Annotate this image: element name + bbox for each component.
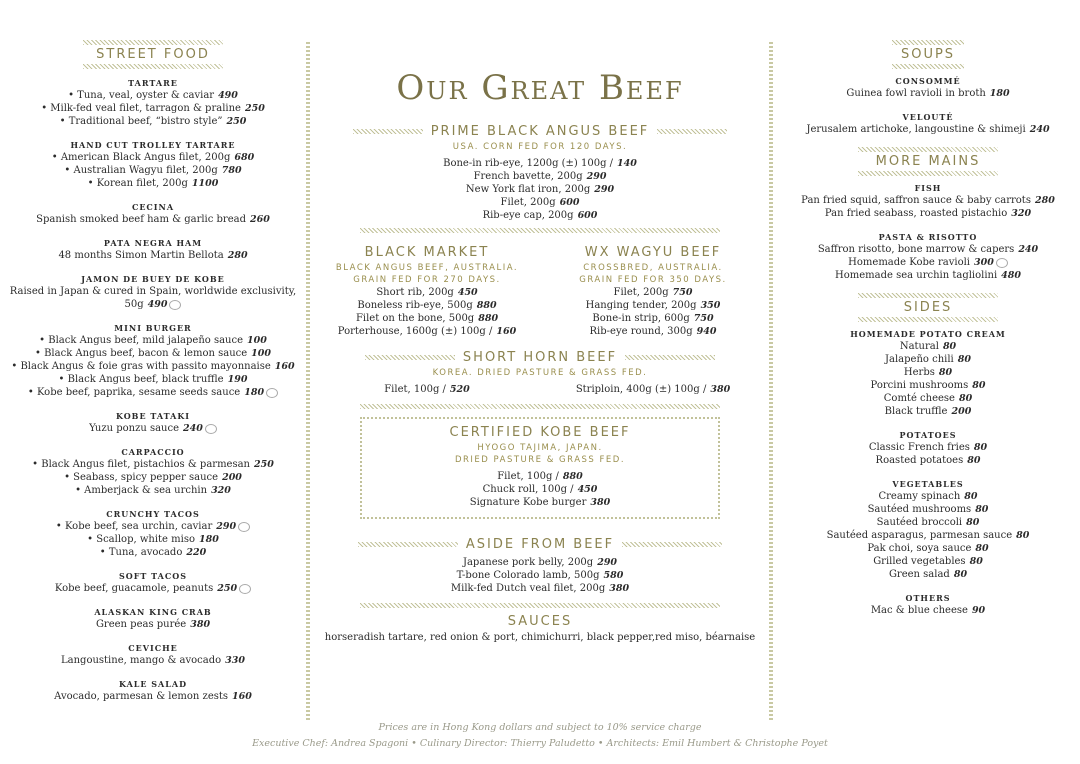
item-price: 290	[586, 171, 607, 182]
item-price: 600	[559, 197, 580, 208]
menu-section	[776, 429, 1080, 467]
menu-item	[0, 164, 306, 177]
menu-item	[0, 115, 306, 128]
section-title: CARPACCIO	[121, 447, 185, 457]
menu-item	[0, 373, 306, 386]
item-price: 280	[1034, 195, 1055, 206]
item-price: 80	[1016, 530, 1030, 541]
item-name: Homemade sea urchin tagliolini	[834, 270, 998, 281]
item-name: Natural	[899, 341, 939, 352]
item-name: Saffron risotto, bone marrow & capers	[817, 244, 1015, 255]
section-title: KALE SALAD	[118, 679, 188, 689]
item-price: 350	[700, 300, 721, 311]
menu-item	[776, 490, 1080, 503]
item-name: Kobe beef, sea urchin, caviar	[64, 521, 213, 532]
menu-item	[0, 422, 306, 435]
item-name: Milk-fed Dutch veal filet, 200g	[450, 583, 606, 594]
menu-item	[316, 569, 764, 582]
menu-item	[542, 312, 764, 325]
menu-section	[0, 446, 306, 497]
item-name: T-bone Colorado lamb, 500g	[456, 570, 600, 581]
item-price: 80	[972, 380, 986, 391]
item-name: Porcini mushrooms	[870, 380, 969, 391]
kobe-heading: CERTIFIED KOBE BEEF	[449, 425, 631, 440]
item-price: 320	[1011, 208, 1032, 219]
item-price: 880	[562, 471, 583, 482]
item-price: 80	[938, 367, 953, 378]
menu-item	[0, 520, 306, 533]
section-title: OTHERS	[905, 593, 951, 603]
item-name: Boneless rib-eye, 500g	[357, 300, 473, 311]
sides-list	[776, 328, 1080, 617]
sides-heading: SIDES	[903, 300, 953, 315]
leaf-icon	[169, 300, 181, 310]
menu-item	[542, 325, 764, 338]
street-food-column	[0, 40, 306, 714]
menu-item	[0, 546, 306, 559]
item-price: 250	[226, 116, 247, 127]
item-price: 80	[953, 569, 968, 580]
price-note: Prices are in Hong Kong dollars and subject to 10% service charge	[378, 722, 702, 733]
item-name: Kobe beef, paprika, sesame seeds sauce	[36, 387, 241, 398]
item-name: Green peas purée	[95, 619, 187, 630]
aside-heading: ASIDE FROM BEEF	[465, 537, 615, 552]
section-title: FISH	[914, 183, 942, 193]
menu-section	[776, 111, 1080, 136]
item-name: Sautéed asparagus, parmesan sauce	[826, 530, 1013, 541]
wagyu-heading: WX WAGYU BEEF	[584, 245, 722, 260]
menu-item	[316, 582, 764, 595]
section-title: CECINA	[131, 202, 175, 212]
item-price: 750	[672, 287, 693, 298]
street-food-heading: STREET FOOD	[96, 47, 210, 62]
item-price: 290	[216, 521, 237, 532]
item-name: Homemade Kobe ravioli	[848, 257, 970, 268]
kobe-sub1: HYOGO TAJIMA, JAPAN.	[477, 443, 603, 453]
item-name: Black Angus & foie gras with passito mayonnaise	[20, 361, 271, 372]
item-price: 80	[964, 491, 978, 502]
item-price: 290	[594, 184, 615, 195]
item-name: Mac & blue cheese	[870, 605, 968, 616]
item-price: 290	[597, 557, 618, 568]
menu-section	[0, 273, 306, 311]
menu-item	[776, 87, 1080, 100]
menu-item	[776, 353, 1080, 366]
page-title: Our Great Beef	[396, 68, 684, 108]
item-price: 80	[973, 442, 988, 453]
prime-list	[316, 157, 764, 222]
menu-item	[316, 183, 764, 196]
menu-item	[0, 654, 306, 667]
item-price: 180	[198, 534, 219, 545]
item-name: Bone-in rib-eye, 1200g (±) 100g /	[443, 158, 614, 169]
item-price: 240	[1029, 124, 1050, 135]
menu-item	[776, 503, 1080, 516]
item-name: Sautéed mushrooms	[867, 504, 972, 515]
item-name: Pan fried seabass, roasted pistachio	[824, 208, 1008, 219]
menu-item	[776, 366, 1080, 379]
item-name: Korean filet, 200g	[96, 178, 188, 189]
menu-item	[0, 471, 306, 484]
item-name: Kobe beef, guacamole, peanuts	[54, 583, 214, 594]
menu-item	[776, 123, 1080, 136]
menu-item	[0, 213, 306, 226]
menu-item	[0, 618, 306, 631]
menu-item	[776, 441, 1080, 454]
section-title: CONSOMMÉ	[895, 76, 961, 86]
section-title: HOMEMADE POTATO CREAM	[850, 329, 1006, 339]
kobe-list	[362, 470, 718, 509]
item-price: 100	[247, 335, 267, 346]
menu-item	[0, 177, 306, 190]
wagyu-sub1: CROSSBRED, AUSTRALIA.	[583, 263, 723, 273]
menu-item	[776, 340, 1080, 353]
item-name: Black Angus beef, mild jalapeño sauce	[48, 335, 244, 346]
item-price: 250	[254, 459, 274, 470]
item-price: 580	[603, 570, 624, 581]
menu-section	[776, 478, 1080, 581]
item-name: Classic French fries	[868, 442, 970, 453]
item-price: 480	[1001, 270, 1022, 281]
short-horn-heading: SHORT HORN BEEF	[462, 350, 618, 365]
menu-item	[362, 496, 718, 509]
menu-item	[316, 286, 538, 299]
menu-item	[316, 196, 764, 209]
menu-section	[0, 322, 306, 399]
section-title: CEVICHE	[128, 643, 178, 653]
item-price: 220	[186, 547, 207, 558]
sauces-text: horseradish tartare, red onion & port, chimichurri, black pepper,red miso, béarnaise	[324, 632, 756, 643]
item-price: 80	[966, 517, 980, 528]
menu-item	[776, 604, 1080, 617]
menu-item	[542, 286, 764, 299]
prime-subtitle: USA. CORN FED FOR 120 DAYS.	[452, 142, 628, 152]
item-name: Black Angus filet, pistachios & parmesan	[41, 459, 250, 470]
item-price: 1100	[191, 178, 219, 189]
item-price: 940	[696, 326, 717, 337]
item-name: Creamy spinach	[878, 491, 961, 502]
leaf-icon	[996, 258, 1008, 268]
menu-section	[0, 606, 306, 631]
menu-item	[776, 405, 1080, 418]
item-name: Avocado, parmesan & lemon zests	[54, 691, 229, 702]
item-name: Pan fried squid, saffron sauce & baby carrots	[801, 195, 1031, 206]
menu-section	[776, 328, 1080, 418]
item-price: 100	[251, 348, 271, 359]
section-title: JAMON DE BUEY DE KOBE	[81, 274, 225, 284]
item-price: 250	[217, 583, 238, 594]
item-price: 490	[147, 299, 168, 310]
item-price: 160	[274, 361, 295, 372]
item-name: Japanese pork belly, 200g	[462, 557, 594, 568]
item-name: Short rib, 200g	[376, 287, 454, 298]
soups-heading: SOUPS	[900, 47, 956, 62]
menu-item	[0, 458, 306, 471]
menu-item	[776, 516, 1080, 529]
section-title: ALASKAN KING CRAB	[94, 607, 212, 617]
menu-item	[0, 347, 306, 360]
kobe-box	[360, 417, 720, 519]
item-price: 450	[577, 484, 598, 495]
menu-item	[316, 556, 764, 569]
soups-list	[776, 75, 1080, 136]
item-name: Filet, 100g /	[497, 471, 559, 482]
section-title: MINI BURGER	[114, 323, 192, 333]
item-name: Porterhouse, 1600g (±) 100g /	[337, 326, 493, 337]
item-price: 600	[577, 210, 598, 221]
item-name: Green salad	[888, 569, 950, 580]
item-price: 320	[211, 485, 231, 496]
menu-item	[0, 690, 306, 703]
menu-item	[316, 209, 764, 222]
kobe-sub2: DRIED PASTURE & GRASS FED.	[454, 455, 626, 465]
black-market-heading: BLACK MARKET	[364, 245, 490, 260]
item-name: Herbs	[903, 367, 935, 378]
sauces-heading: SAUCES	[507, 614, 573, 629]
menu-section	[0, 642, 306, 667]
black-market-list	[316, 286, 538, 338]
item-name: Filet, 200g	[500, 197, 556, 208]
item-name: Grilled vegetables	[873, 556, 966, 567]
leaf-icon	[238, 522, 250, 532]
item-name: Pak choi, soya sauce	[867, 543, 972, 554]
leaf-icon	[239, 584, 251, 594]
item-name: 48 months Simon Martin Bellota	[58, 250, 224, 261]
item-name: Signature Kobe burger	[469, 497, 587, 508]
menu-item	[0, 334, 306, 347]
item-price: 780	[221, 165, 242, 176]
short-horn-item: Striploin, 400g (±) 100g / 380	[575, 384, 731, 395]
item-price: 80	[975, 504, 989, 515]
menu-item	[542, 299, 764, 312]
menu-item	[316, 299, 538, 312]
menu-item	[0, 533, 306, 546]
credits: Executive Chef: Andrea Spagoni • Culinary Director: Thierry Paludetto • Architects: Emil Humbert & Christophe Poyet	[252, 738, 828, 749]
item-price: 680	[234, 152, 255, 163]
menu-section	[776, 75, 1080, 100]
item-name: Raised in Japan & cured in Spain, worldwide exclusivity, 50g	[9, 286, 297, 310]
item-name: Guinea fowl ravioli in broth	[846, 88, 986, 99]
divider-right	[769, 42, 773, 720]
item-price: 200	[951, 406, 972, 417]
item-name: French bavette, 200g	[473, 171, 583, 182]
item-price: 180	[989, 88, 1010, 99]
item-price: 260	[250, 214, 270, 225]
menu-section	[0, 508, 306, 559]
item-price: 80	[942, 341, 957, 352]
menu-item	[0, 582, 306, 595]
menu-item	[0, 360, 306, 373]
leaf-icon	[205, 424, 217, 434]
prime-heading: PRIME BLACK ANGUS BEEF	[430, 124, 650, 139]
item-price: 490	[218, 90, 238, 101]
item-price: 880	[476, 300, 497, 311]
item-name: Bone-in strip, 600g	[592, 313, 690, 324]
item-name: Black Angus beef, bacon & lemon sauce	[44, 348, 248, 359]
menu-item	[362, 470, 718, 483]
menu-section	[776, 231, 1080, 282]
mains-list	[776, 182, 1080, 282]
menu-item	[776, 392, 1080, 405]
menu-item	[776, 568, 1080, 581]
menu-item	[0, 89, 306, 102]
menu-item	[776, 256, 1080, 269]
menu-item	[776, 243, 1080, 256]
item-name: Chuck roll, 100g /	[482, 484, 574, 495]
item-price: 240	[183, 423, 203, 434]
menu-item	[362, 483, 718, 496]
menu-item	[316, 312, 538, 325]
item-name: Hanging tender, 200g	[585, 300, 697, 311]
item-name: Langoustine, mango & avocado	[61, 655, 222, 666]
item-name: Jalapeño chili	[885, 354, 954, 365]
item-name: Spanish smoked beef ham & garlic bread	[36, 214, 246, 225]
item-name: Seabass, spicy pepper sauce	[73, 472, 219, 483]
item-name: Australian Wagyu filet, 200g	[73, 165, 218, 176]
item-name: Filet on the bone, 500g	[355, 313, 475, 324]
divider-left	[306, 42, 310, 720]
item-price: 880	[478, 313, 499, 324]
wagyu-list	[542, 286, 764, 338]
item-price: 240	[1018, 244, 1039, 255]
menu-item	[0, 102, 306, 115]
ornament	[83, 64, 223, 69]
menu-section	[0, 201, 306, 226]
item-price: 160	[496, 326, 517, 337]
menu-item	[0, 484, 306, 497]
menu-section	[776, 182, 1080, 220]
section-title: CRUNCHY TACOS	[106, 509, 200, 519]
item-price: 180	[244, 387, 265, 398]
item-price: 380	[609, 583, 630, 594]
item-name: Traditional beef, “bistro style”	[68, 116, 223, 127]
menu-item	[776, 454, 1080, 467]
menu-item	[316, 157, 764, 170]
short-horn-item: Filet, 100g / 520	[384, 384, 470, 395]
menu-section	[0, 237, 306, 262]
item-price: 300	[973, 257, 994, 268]
menu-item	[316, 325, 538, 338]
item-name: Sautéed broccoli	[876, 517, 963, 528]
item-price: 330	[225, 655, 245, 666]
item-price: 80	[975, 543, 989, 554]
item-name: Yuzu ponzu sauce	[89, 423, 180, 434]
section-title: PATA NEGRA HAM	[103, 238, 203, 248]
item-name: American Black Angus filet, 200g	[60, 152, 231, 163]
wagyu-sub2: GRAIN FED FOR 350 DAYS.	[579, 275, 727, 285]
menu-item	[776, 529, 1080, 542]
item-name: New York flat iron, 200g	[465, 184, 591, 195]
item-price: 80	[957, 354, 971, 365]
black-market-sub1: BLACK ANGUS BEEF, AUSTRALIA.	[335, 263, 519, 273]
menu-item	[776, 207, 1080, 220]
item-price: 280	[227, 250, 248, 261]
menu-item	[0, 151, 306, 164]
leaf-icon	[266, 388, 278, 398]
menu-item	[0, 249, 306, 262]
menu-item	[776, 194, 1080, 207]
section-title: HAND CUT TROLLEY TARTARE	[70, 140, 236, 150]
item-name: Black Angus beef, black truffle	[67, 374, 224, 385]
menu-section	[0, 139, 306, 190]
menu-section	[0, 678, 306, 703]
item-price: 750	[693, 313, 714, 324]
item-name: Milk-fed veal filet, tarragon & praline	[50, 103, 241, 114]
item-name: Jerusalem artichoke, langoustine & shimeji	[806, 124, 1026, 135]
item-price: 450	[457, 287, 478, 298]
menu-item	[776, 555, 1080, 568]
section-title: POTATOES	[899, 430, 957, 440]
section-title: SOFT TACOS	[119, 571, 187, 581]
menu-section	[0, 77, 306, 128]
menu-section	[0, 570, 306, 595]
item-name: Tuna, veal, oyster & caviar	[77, 90, 215, 101]
section-title: PASTA & RISOTTO	[878, 232, 978, 242]
item-name: Tuna, avocado	[108, 547, 183, 558]
item-price: 200	[222, 472, 242, 483]
menu-section	[776, 592, 1080, 617]
section-title: VEGETABLES	[892, 479, 964, 489]
menu-item	[776, 269, 1080, 282]
item-name: Black truffle	[884, 406, 948, 417]
short-horn-subtitle: KOREA. DRIED PASTURE & GRASS FED.	[432, 368, 648, 378]
section-title: KOBE TATAKI	[115, 411, 191, 421]
item-price: 80	[958, 393, 973, 404]
menu-section	[0, 410, 306, 435]
menu-item	[316, 170, 764, 183]
section-title: VELOUTÉ	[902, 112, 954, 122]
item-price: 80	[969, 556, 983, 567]
item-price: 90	[971, 605, 986, 616]
sides-column	[776, 40, 1080, 628]
item-name: Filet, 200g	[613, 287, 669, 298]
beef-column	[316, 40, 764, 644]
item-price: 380	[590, 497, 611, 508]
section-title: TARTARE	[128, 78, 178, 88]
ornament	[83, 40, 223, 45]
item-name: Scallop, white miso	[96, 534, 195, 545]
item-name: Rib-eye round, 300g	[589, 326, 693, 337]
menu-item	[0, 386, 306, 399]
item-price: 80	[967, 455, 981, 466]
item-name: Rib-eye cap, 200g	[482, 210, 574, 221]
item-price: 380	[190, 619, 211, 630]
item-name: Roasted potatoes	[875, 455, 964, 466]
aside-list	[316, 556, 764, 595]
menu-item	[776, 379, 1080, 392]
black-market-sub2: GRAIN FED FOR 270 DAYS.	[353, 275, 501, 285]
mains-heading: MORE MAINS	[875, 154, 981, 169]
street-food-list	[0, 77, 306, 703]
item-name: Comté cheese	[883, 393, 955, 404]
menu-item	[776, 542, 1080, 555]
item-name: Amberjack & sea urchin	[84, 485, 208, 496]
menu-item	[0, 285, 306, 311]
item-price: 190	[227, 374, 248, 385]
item-price: 160	[232, 691, 252, 702]
item-price: 140	[617, 158, 637, 169]
item-price: 250	[244, 103, 265, 114]
